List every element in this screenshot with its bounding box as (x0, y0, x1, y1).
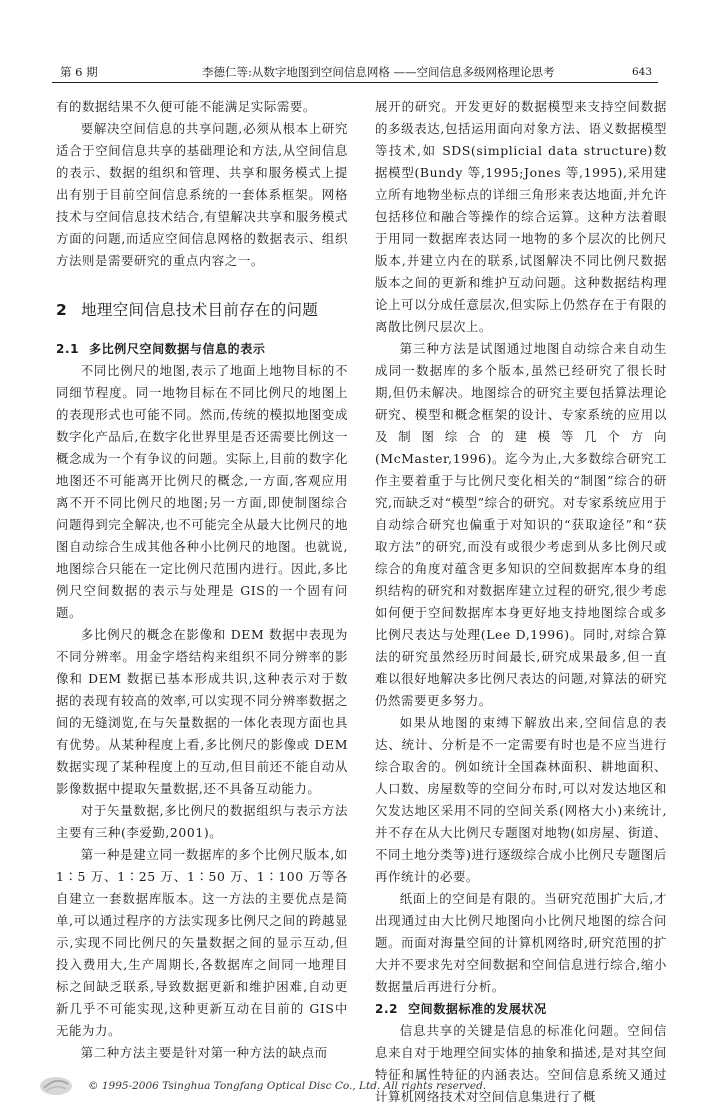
running-title: 李德仁等:从数字地图到空间信息网格 ——空间信息多级网格理论思考 (202, 65, 555, 79)
paragraph: 有的数据结果不久便可能不能满足实际需要。 (56, 99, 316, 114)
section-number: 2 (56, 301, 68, 319)
subsection-title: 空间数据标准的发展状况 (408, 1002, 547, 1016)
paragraph: 不同比例尺的地图,表示了地面上地物目标的不同细节程度。同一地物目标在不同比例尺的地图上的表现形式也可能不同。然而,传统的模拟地图变成数字化产品后,在数字化世界里是否还需要比例这一概念成为一个有争议的问题。实际上,目前的数字化地图还不可能离开比例尺的概念,一方面,客观应用离不开不同比例尺的地图;另一方面,即使制图综合问题得到完全解决,也不可能完全从最大比例尺的地图自动综合生成其他各种小比例尺的地图。也就说,地图综合只能在一定比例尺范围内进行。因此,多比例尺空间数据的表示与处理是 GIS的一个固有问题。 (56, 363, 348, 620)
subsection-heading (375, 998, 667, 1020)
paragraph: 对于矢量数据,多比例尺的数据组织与表示方法主要有三种(李爱勤,2001)。 (56, 803, 348, 840)
paragraph: 要解决空间信息的共享问题,必须从根本上研究适合于空间信息共享的基础理论和方法,从空间信息的表示、数据的组织和管理、共享和服务模式上提出有别于目前空间信息系统的一套体系框架。网格技术与空间信息技术结合,有望解决共享和服务模式方面的问题,而适应空间信息网格的数据表示、组织方法则是需要研究的重点内容之一。 (56, 121, 348, 268)
subsection-number: 2.2 (375, 1002, 399, 1016)
right-column (375, 96, 667, 1108)
section-heading (56, 298, 348, 322)
running-header (52, 58, 658, 83)
subsection-number: 2.1 (56, 342, 80, 356)
paragraph: 如果从地图的束缚下解放出来,空间信息的表达、统计、分析是不一定需要有时也是不应当进行综合取舍的。例如统计全国森林面积、耕地面积、人口数、房屋数等的空间分布时,可以对发达地区和欠发达地区采用不同的空间关系(网格大小)来统计,并不存在从大比例尺专题图对地物(如房屋、街道、不同土地分类等)进行逐级综合成小比例尺专题图后再作统计的必要。 (375, 715, 667, 884)
page-number: 643 (631, 66, 652, 78)
section-title: 地理空间信息技术目前存在的问题 (81, 301, 319, 319)
paragraph: 信息共享的关键是信息的标准化问题。空间信息来自对于地理空间实体的抽象和描述,是对其空间特征和属性特征的内涵表达。空间信息系统又通过计算机网络技术对空间信息集进行了概 (375, 1023, 667, 1104)
subsection-title: 多比例尺空间数据与信息的表示 (89, 342, 266, 356)
page-footer (30, 1072, 670, 1102)
paragraph: 第二种方法主要是针对第一种方法的缺点而 (80, 1045, 328, 1060)
paragraph: 第三种方法是试图通过地图自动综合来自动生成同一数据库的多个版本,虽然已经研究了很长时期,但仍未解决。地图综合的研究主要包括算法理论研究、模型和概念框架的设计、专家系统的应用以及制图综合的建模等几个方向(McMaster,1996)。迄今为止,大多数综合研究工作主要着重于与比例尺变化相关的“制图”综合的研究,而缺乏对“模型”综合的研究。对专家系统应用于自动综合研究也偏重于对知识的“获取途径”和“获取方法”的研究,而没有或很少考虑到从多比例尺或综合的角度对蕴含更多知识的空间数据库本身的组织结构的研究和对数据库建立过程的研究,很少考虑如何便于空间数据库本身更好地支持地图综合或多比例尺表达与处理(Lee D,1996)。同时,对综合算法的研究虽然经历时间最长,研究成果最多,但一直难以很好地解决多比例尺表达的问题,对算法的研究仍然需要更多努力。 (375, 341, 667, 708)
subsection-heading (56, 338, 348, 360)
issue-number: 第 6 期 (60, 65, 98, 79)
copyright-notice: © 1995-2006 Tsinghua Tongfang Optical Disc Co., Ltd. All rights reserved. (88, 1080, 487, 1092)
paragraph: 第一种是建立同一数据库的多个比例尺版本,如 1∶5 万、1∶25 万、1∶50 万、1∶100 万等各自建立一套数据库版本。这一方法的主要优点是简单,可以通过程序的方法实现多比例尺之间的跨越显示,实现不同比例尺的矢量数据之间的显示互动,但投入费用大,生产周期长,各数据库之间同一地理目标之间缺乏联系,导致数据更新和维护困难,自动更新几乎不可能实现,这种更新互动在目前的 GIS中无能为力。 (56, 847, 348, 1038)
publisher-logo-icon (38, 1072, 74, 1098)
paragraph: 多比例尺的概念在影像和 DEM 数据中表现为不同分辨率。用金字塔结构来组织不同分辨率的影像和 DEM 数据已基本形成共识,这种表示对于数据的表现有较高的效率,可以实现不同分辨率数据之间的无缝浏览,在与矢量数据的一体化表现方面也具有优势。从某种程度上看,多比例尺的影像或 DEM 数据实现了某种程度上的互动,但目前还不能自动从影像数据中提取矢量数据,还不具备互动能力。 (56, 627, 348, 796)
paragraph: 展开的研究。开发更好的数据模型来支持空间数据的多级表达,包括运用面向对象方法、语义数据模型等技术,如 SDS(simplicial data structure)数据模型(Bundy 等,1995;Jones 等,1995),采用建立所有地物坐标点的详细三角形来表达地面,并允许包括移位和融合等操作的综合运算。这种方法着眼于用同一数据库表达同一地物的多个层次的比例尺版本,并建立内在的联系,试图解决不同比例尺数据版本之间的更新和维护互动问题。这种数据结构理论上可以分成任意层次,但实际上仍然存在于有限的离散比例尺层次上。 (375, 99, 667, 334)
left-column (56, 96, 348, 1064)
paragraph: 纸面上的空间是有限的。当研究范围扩大后,才出现通过由大比例尺地图向小比例尺地图的综合问题。而面对海量空间的计算机网络时,研究范围的扩大并不要求先对空间数据和空间信息进行综合,缩小数据量后再进行分析。 (375, 891, 667, 994)
